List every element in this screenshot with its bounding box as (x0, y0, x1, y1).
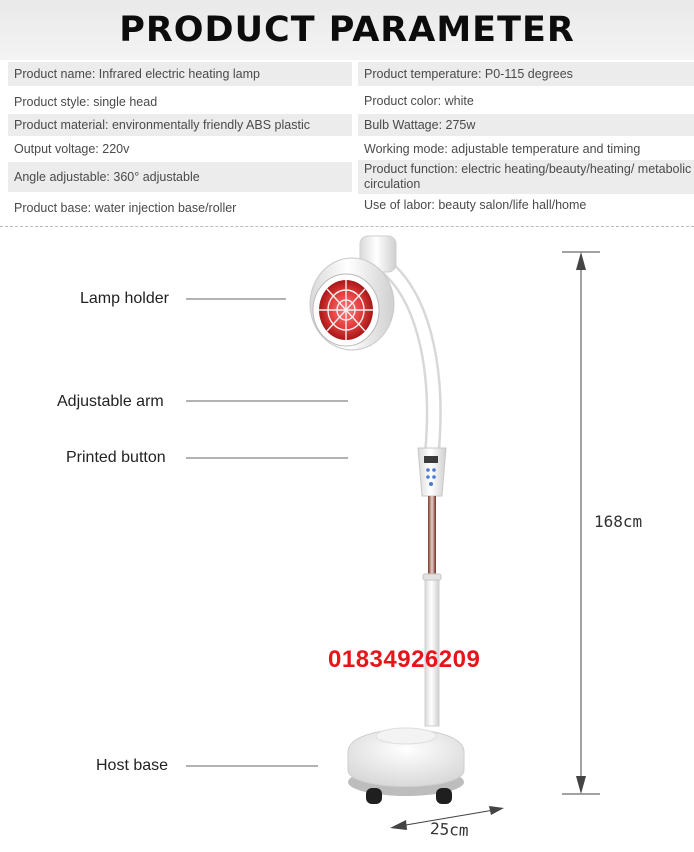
param-product-function: Product function: electric heating/beauty/heating/ metabolic circulation (358, 160, 694, 194)
label-lamp-holder: Lamp holder (80, 290, 169, 307)
height-label: 168cm (594, 512, 643, 531)
label-printed-button: Printed button (66, 449, 166, 466)
page-title: PRODUCT PARAMETER (119, 10, 575, 50)
label-host-base: Host base (96, 757, 169, 774)
param-product-material: Product material: environmentally friendly ABS plastic (8, 114, 352, 136)
param-use-of-labor: Use of labor: beauty salon/life hall/home (364, 197, 587, 212)
param-output-voltage: Output voltage: 220v (14, 141, 130, 156)
param-product-temperature: Product temperature: P0-115 degrees (358, 62, 694, 86)
param-angle-adjustable: Angle adjustable: 360° adjustable (8, 162, 352, 192)
param-product-style: Product style: single head (14, 94, 158, 109)
phone-number: 01834926209 (328, 646, 481, 673)
param-working-mode: Working mode: adjustable temperature and timing (364, 141, 641, 156)
lamp-head (310, 236, 396, 350)
param-bulb-wattage: Bulb Wattage: 275w (358, 114, 694, 136)
param-product-color: Product color: white (364, 93, 474, 108)
width-label: 25cm (429, 819, 470, 840)
upper-pole (428, 496, 436, 576)
label-adjustable-arm: Adjustable arm (57, 393, 164, 410)
control-unit (418, 448, 446, 496)
param-product-base: Product base: water injection base/roller (14, 200, 237, 215)
param-product-name: Product name: Infrared electric heating lamp (8, 62, 352, 86)
host-base (348, 728, 464, 804)
